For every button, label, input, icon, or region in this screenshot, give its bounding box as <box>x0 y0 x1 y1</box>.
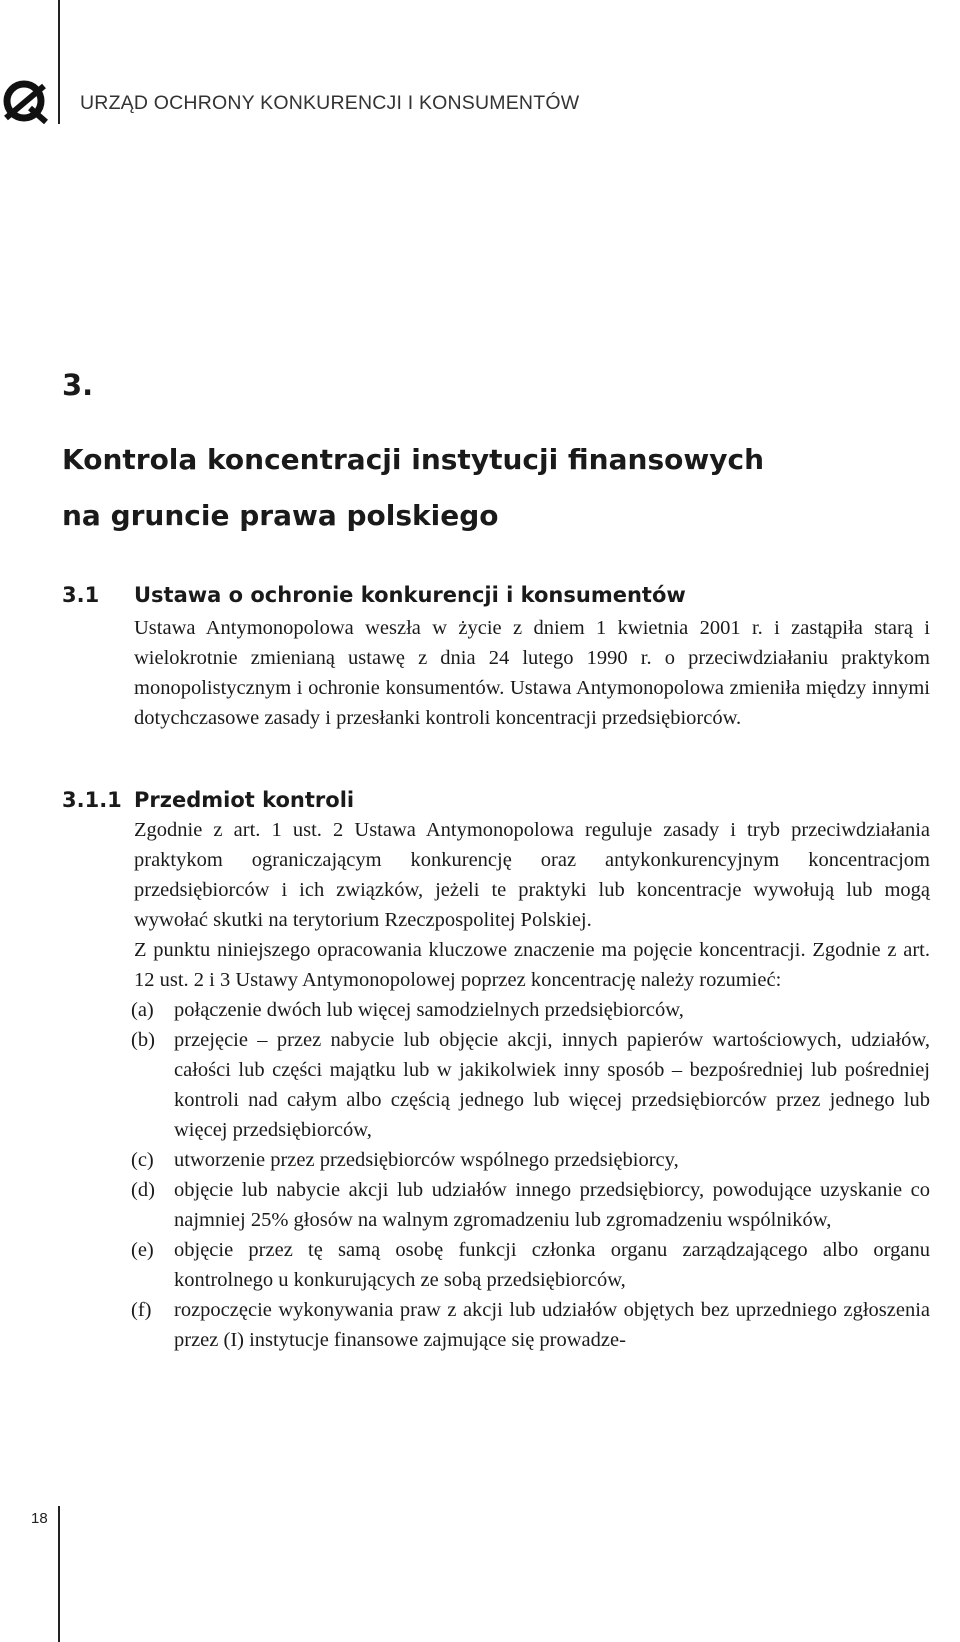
list-marker: (f) <box>131 1299 152 1321</box>
list-marker: (d) <box>131 1179 155 1201</box>
list-item-text: przejęcie – przez nabycie lub objęcie akcji, innych papierów wartościowych, udziałów, całości lub części majątku lub w jakikolwiek inny sposób – bezpośredniej lub pośredniej kontroli nad całym albo częścią jednego lub więcej przedsiębiorców przez jednego lub więcej przedsiębiorców, <box>174 1029 930 1141</box>
list-item <box>131 1025 930 1145</box>
list-item <box>131 1175 930 1235</box>
section-number: 3.1 <box>62 583 100 607</box>
paragraph: Z punktu niniejszego opracowania kluczowe znaczenie ma pojęcie koncentracji. Zgodnie z art. 12 ust. 2 i 3 Ustawy Antymonopolowej poprzez koncentrację należy rozumieć: <box>134 939 930 991</box>
page-number: 18 <box>31 1510 48 1527</box>
list-item <box>131 995 930 1025</box>
paragraph: Ustawa Antymonopolowa weszła w życie z dniem 1 kwietnia 2001 r. i zastąpiła starą i wielokrotnie zmienianą ustawę z dnia 24 lutego 1990 r. o przeciwdziałaniu praktykom monopolistycznym i ochronie konsumentów. Ustawa Antymonopolowa zmieniła między innymi dotychczasowe zasady i przesłanki kontroli koncentracji przedsiębiorców. <box>134 617 930 729</box>
list-marker: (b) <box>131 1029 155 1051</box>
list-marker: (e) <box>131 1239 154 1261</box>
section-3-1-1-body <box>131 815 930 1355</box>
chapter-title-line1: Kontrola koncentracji instytucji finansowych <box>62 443 764 476</box>
section-title: Przedmiot kontroli <box>134 788 355 812</box>
paragraph: Zgodnie z art. 1 ust. 2 Ustawa Antymonopolowa reguluje zasady i tryb przeciwdziałania praktykom ograniczającym konkurencję oraz antykonkurencyjnym koncentracjom przedsiębiorców i ich związków, jeżeli te praktyki lub koncentracje wywołują lub mogą wywołać skutki na terytorium Rzeczpospolitej Polskiej. <box>134 819 930 931</box>
section-number: 3.1.1 <box>62 788 122 812</box>
chapter-title-line2: na gruncie prawa polskiego <box>62 499 499 532</box>
margin-rule-bottom <box>58 1506 60 1642</box>
list-item-text: rozpoczęcie wykonywania praw z akcji lub udziałów objętych bez uprzedniego zgłoszenia przez (I) instytucje finansowe zajmujące się prowadze- <box>174 1299 930 1351</box>
list-item-text: połączenie dwóch lub więcej samodzielnych przedsiębiorców, <box>174 999 684 1021</box>
section-3-1-body <box>134 613 930 733</box>
list-marker: (a) <box>131 999 154 1021</box>
list-item-text: utworzenie przez przedsiębiorców wspólnego przedsiębiorcy, <box>174 1149 679 1171</box>
header-org-name: URZĄD OCHRONY KONKURENCJI I KONSUMENTÓW <box>80 92 580 114</box>
chapter-title <box>62 432 764 544</box>
list-marker: (c) <box>131 1149 154 1171</box>
list-item <box>131 1295 930 1355</box>
concentration-list <box>131 995 930 1355</box>
margin-rule-top <box>58 0 60 124</box>
section-title: Ustawa o ochronie konkurencji i konsumentów <box>134 583 686 607</box>
list-item <box>131 1235 930 1295</box>
list-item <box>131 1145 930 1175</box>
uokik-logo-icon <box>2 78 48 124</box>
list-item-text: objęcie lub nabycie akcji lub udziałów innego przedsiębiorcy, powodujące uzyskanie co najmniej 25% głosów na walnym zgromadzeniu lub zgromadzeniu wspólników, <box>174 1179 930 1231</box>
chapter-number: 3. <box>62 368 94 402</box>
list-item-text: objęcie przez tę samą osobę funkcji członka organu zarządzającego albo organu kontrolnego u konkurujących ze sobą przedsiębiorców, <box>174 1239 930 1291</box>
